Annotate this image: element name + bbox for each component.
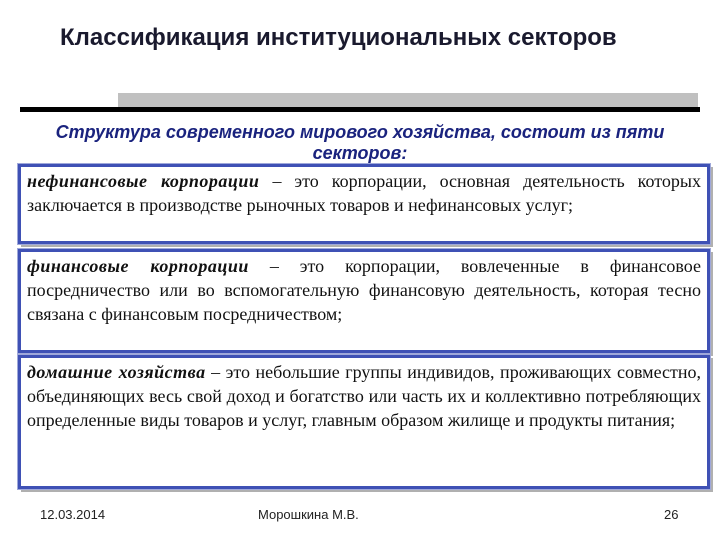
sector-definition: – это корпорации, вовлеченные в финансовое посредничество или во вспомогательную финансовую деятельность, которая тесно связана с финансовым посредничеством; — [27, 256, 701, 324]
slide-title: Классификация институциональных секторов — [60, 24, 617, 51]
sector-box-nonfinancial — [18, 164, 710, 244]
footer-author: Морошкина М.В. — [258, 507, 359, 522]
sector-box-financial — [18, 249, 710, 353]
footer-date: 12.03.2014 — [40, 507, 106, 522]
sector-box-households — [18, 355, 710, 489]
footer-page-number: 26 — [664, 507, 679, 522]
sector-definition: – это корпорации, основная деятельность которых заключается в производстве рыночных товаров и нефинансовых услуг; — [27, 171, 701, 215]
sector-term: финансовые корпорации — [27, 256, 249, 276]
sector-definition: – это небольшие группы индивидов, проживающих совместно, объединяющих весь свой доход и богатство или часть их и коллективно потребляющих определенные виды товаров и услуг, главным образом жилище и продукты питания; — [27, 362, 702, 430]
slide-subtitle: Структура современного мирового хозяйства, состоит из пяти секторов: — [55, 122, 665, 163]
sector-term: нефинансовые корпорации — [27, 171, 260, 191]
sector-term: домашние хозяйства — [27, 362, 206, 382]
title-underline — [20, 107, 700, 112]
